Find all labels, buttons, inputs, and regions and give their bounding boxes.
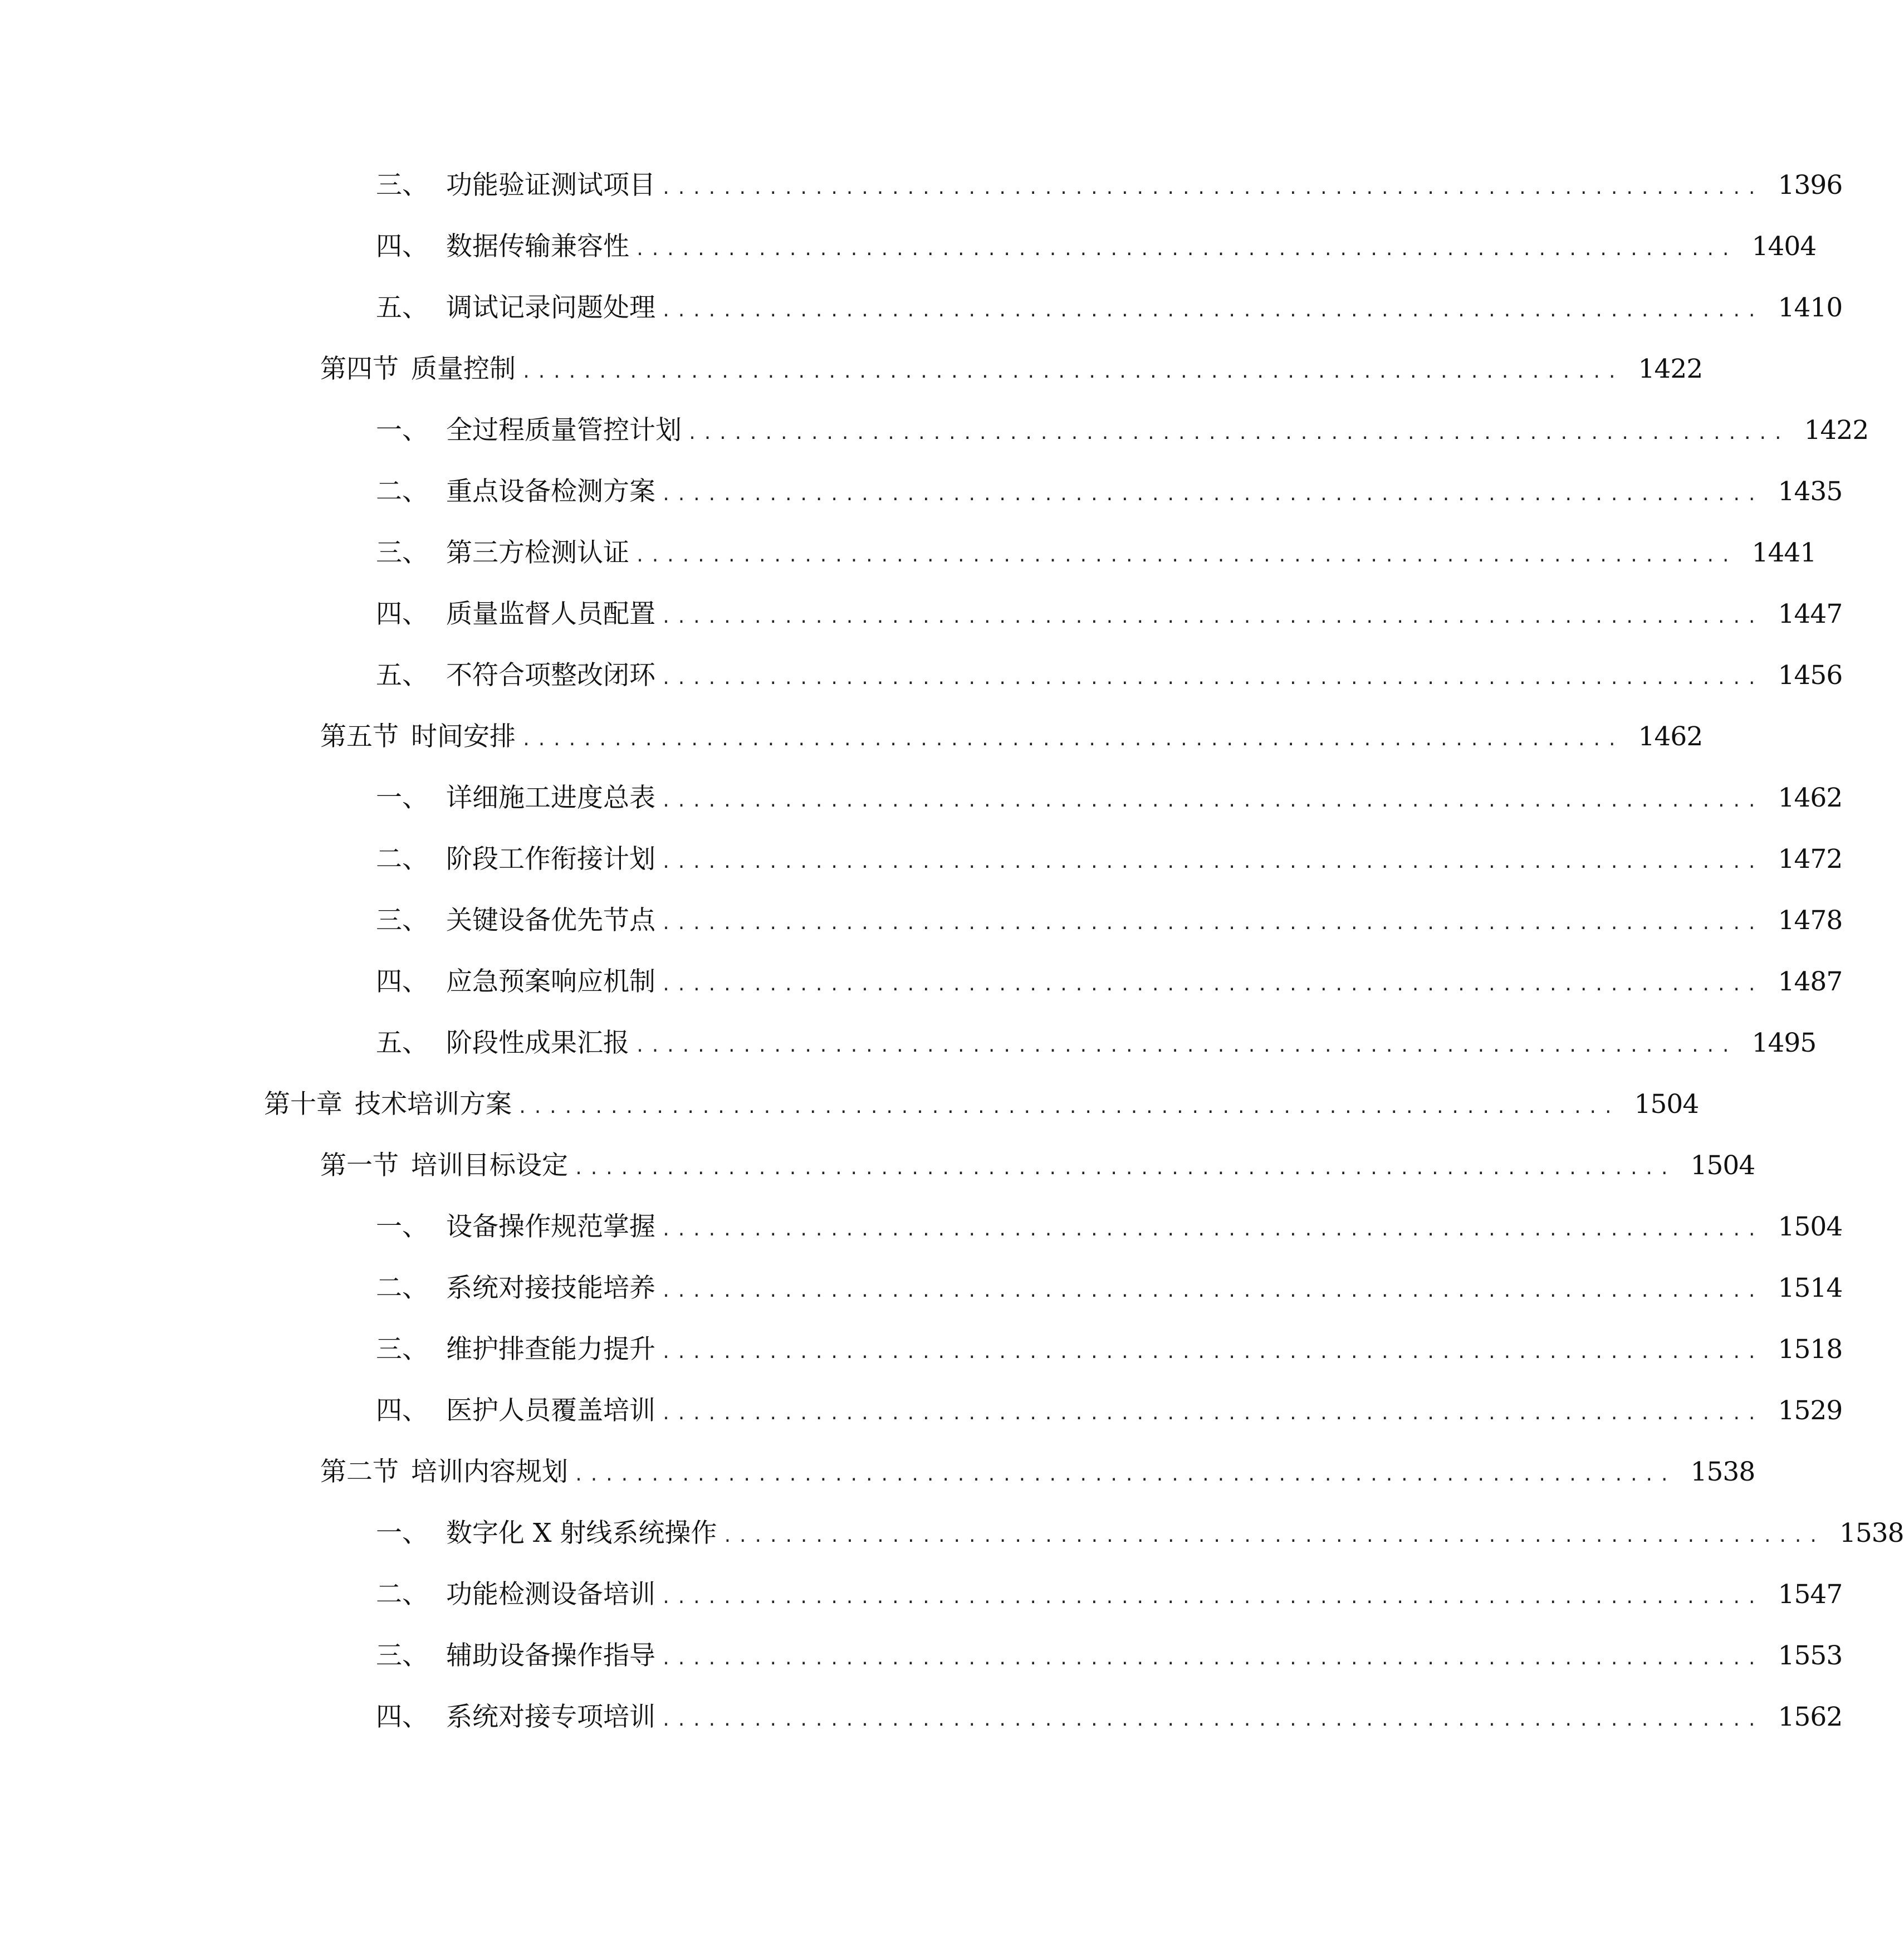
toc-entry-title: 培训内容规划 — [411, 1457, 568, 1487]
toc-entry-marker: 二、 — [376, 1579, 428, 1610]
dot-leader: ........................................................................ — [661, 608, 1763, 627]
toc-section-entry[interactable] — [320, 1453, 1755, 1492]
toc-entry-page-number: 1487 — [1778, 966, 1843, 997]
toc-entry-title: 数据传输兼容性 — [446, 231, 629, 262]
toc-entry[interactable] — [376, 534, 1817, 573]
toc-section-entry[interactable] — [320, 717, 1703, 756]
toc-entry-page-number: 1462 — [1778, 783, 1843, 813]
toc-entry-page-number: 1518 — [1778, 1334, 1843, 1365]
toc-entry-marker: 一、 — [376, 1518, 428, 1548]
toc-entry[interactable] — [376, 227, 1817, 266]
toc-entry-page-number: 1562 — [1778, 1702, 1843, 1732]
toc-section-entry[interactable] — [320, 1146, 1755, 1185]
toc-entry-page-number: 1504 — [1690, 1150, 1755, 1181]
toc-entry-title: 阶段性成果汇报 — [446, 1028, 629, 1058]
toc-entry-page-number: 1553 — [1778, 1640, 1843, 1671]
toc-entry-page-number: 1396 — [1778, 170, 1843, 201]
toc-entry-marker: 第一节 — [320, 1150, 399, 1181]
toc-entry-marker: 三、 — [376, 170, 428, 201]
dot-leader: ........................................................................ — [661, 853, 1763, 872]
toc-entry[interactable] — [376, 1208, 1843, 1247]
toc-chapter-entry[interactable] — [264, 1085, 1699, 1124]
toc-entry-page-number: 1538 — [1690, 1457, 1755, 1487]
toc-entry[interactable] — [376, 411, 1869, 450]
toc-entry-title: 应急预案响应机制 — [446, 966, 655, 997]
dot-leader: ........................................................................ — [521, 730, 1623, 750]
toc-entry-title: 设备操作规范掌握 — [446, 1212, 655, 1242]
toc-entry-marker: 三、 — [376, 538, 428, 568]
toc-entry-page-number: 1472 — [1778, 844, 1843, 875]
toc-entry-title: 培训目标设定 — [411, 1150, 568, 1181]
toc-entry-page-number: 1538 — [1839, 1518, 1904, 1548]
toc-entry-marker: 第二节 — [320, 1457, 399, 1487]
toc-entry-marker: 四、 — [376, 599, 428, 629]
dot-leader: ........................................................................ — [517, 1098, 1619, 1117]
toc-entry-page-number: 1404 — [1751, 231, 1817, 262]
dot-leader: ........................................................................ — [661, 1404, 1763, 1424]
dot-leader: ........................................................................ — [635, 240, 1736, 260]
toc-section-entry[interactable] — [320, 350, 1703, 389]
toc-entry-title: 第三方检测认证 — [446, 538, 629, 568]
dot-leader: ........................................................................ — [635, 1037, 1736, 1056]
toc-entry-page-number: 1504 — [1778, 1212, 1843, 1242]
toc-entry[interactable] — [376, 779, 1843, 818]
dot-leader: ........................................................................ — [722, 1527, 1824, 1546]
toc-entry-title: 全过程质量管控计划 — [446, 415, 682, 446]
toc-entry-title: 关键设备优先节点 — [446, 905, 655, 936]
dot-leader: ........................................................................ — [661, 301, 1763, 321]
toc-entry-page-number: 1462 — [1638, 721, 1703, 752]
toc-entry[interactable] — [376, 1391, 1843, 1430]
toc-entry[interactable] — [376, 1514, 1904, 1553]
toc-entry-title: 医护人员覆盖培训 — [446, 1395, 655, 1426]
toc-entry-page-number: 1435 — [1778, 476, 1843, 507]
toc-entry-marker: 一、 — [376, 1212, 428, 1242]
toc-entry-page-number: 1514 — [1778, 1273, 1843, 1303]
dot-leader: ........................................................................ — [661, 1711, 1763, 1730]
toc-entry-marker: 五、 — [376, 660, 428, 691]
toc-entry-marker: 第五节 — [320, 721, 399, 752]
toc-entry-marker: 三、 — [376, 1640, 428, 1671]
toc-entry[interactable] — [376, 289, 1843, 328]
dot-leader: ........................................................................ — [661, 1220, 1763, 1240]
toc-entry-title: 时间安排 — [411, 721, 516, 752]
dot-leader: ........................................................................ — [661, 485, 1763, 505]
toc-entry[interactable] — [376, 1575, 1843, 1614]
dot-leader: ........................................................................ — [661, 1588, 1763, 1608]
toc-entry-title: 不符合项整改闭环 — [446, 660, 655, 691]
toc-entry[interactable] — [376, 901, 1843, 940]
toc-entry-marker: 一、 — [376, 415, 428, 446]
toc-entry-marker: 五、 — [376, 1028, 428, 1058]
toc-entry-title: 技术培训方案 — [355, 1089, 512, 1120]
dot-leader: ........................................................................ — [661, 792, 1763, 811]
toc-entry[interactable] — [376, 166, 1843, 205]
toc-entry-marker: 二、 — [376, 1273, 428, 1303]
toc-entry-marker: 一、 — [376, 783, 428, 813]
toc-entry-page-number: 1478 — [1778, 905, 1843, 936]
toc-entry-marker: 三、 — [376, 1334, 428, 1365]
toc-entry[interactable] — [376, 1698, 1843, 1737]
toc-entry[interactable] — [376, 656, 1843, 695]
toc-entry-marker: 第四节 — [320, 354, 399, 384]
toc-entry-marker: 第十章 — [264, 1089, 342, 1120]
toc-entry-page-number: 1529 — [1778, 1395, 1843, 1426]
toc-entry-page-number: 1422 — [1638, 354, 1703, 384]
toc-entry-page-number: 1410 — [1778, 292, 1843, 323]
toc-entry-title: 数字化 X 射线系统操作 — [446, 1518, 717, 1548]
toc-entry-title: 维护排查能力提升 — [446, 1334, 655, 1365]
toc-entry[interactable] — [376, 1330, 1843, 1369]
toc-entry-page-number: 1504 — [1634, 1089, 1699, 1120]
dot-leader: ........................................................................ — [661, 669, 1763, 688]
toc-entry-marker: 二、 — [376, 844, 428, 875]
toc-entry[interactable] — [376, 1269, 1843, 1308]
toc-entry-title: 系统对接技能培养 — [446, 1273, 655, 1303]
toc-entry-page-number: 1447 — [1778, 599, 1843, 629]
toc-entry-page-number: 1441 — [1751, 538, 1817, 568]
toc-entry-title: 详细施工进度总表 — [446, 783, 655, 813]
toc-entry-title: 调试记录问题处理 — [446, 292, 655, 323]
toc-entry-title: 辅助设备操作指导 — [446, 1640, 655, 1671]
dot-leader: ........................................................................ — [574, 1159, 1675, 1179]
dot-leader: ........................................................................ — [661, 975, 1763, 995]
toc-entry-marker: 四、 — [376, 231, 428, 262]
toc-entry-title: 质量控制 — [411, 354, 516, 384]
dot-leader: ........................................................................ — [661, 1649, 1763, 1669]
toc-entry-page-number: 1547 — [1778, 1579, 1843, 1610]
toc-entry-marker: 二、 — [376, 476, 428, 507]
toc-entry[interactable] — [376, 472, 1843, 511]
toc-entry-title: 系统对接专项培训 — [446, 1702, 655, 1732]
dot-leader: ........................................................................ — [661, 179, 1763, 198]
dot-leader: ........................................................................ — [635, 546, 1736, 566]
toc-entry[interactable] — [376, 1024, 1817, 1063]
toc-entry-title: 质量监督人员配置 — [446, 599, 655, 629]
toc-entry-title: 功能检测设备培训 — [446, 1579, 655, 1610]
toc-entry-title: 功能验证测试项目 — [446, 170, 655, 201]
toc-entry-page-number: 1456 — [1778, 660, 1843, 691]
toc-entry-marker: 四、 — [376, 1395, 428, 1426]
dot-leader: ........................................................................ — [574, 1466, 1675, 1485]
dot-leader: ........................................................................ — [661, 1343, 1763, 1362]
toc-entry[interactable] — [376, 595, 1843, 634]
toc-entry-marker: 四、 — [376, 1702, 428, 1732]
toc-entry-title: 阶段工作衔接计划 — [446, 844, 655, 875]
toc-entry[interactable] — [376, 963, 1843, 1002]
toc-entry-title: 重点设备检测方案 — [446, 476, 655, 507]
dot-leader: ........................................................................ — [661, 914, 1763, 934]
toc-entry-marker: 五、 — [376, 292, 428, 323]
toc-entry-marker: 四、 — [376, 966, 428, 997]
dot-leader: ........................................................................ — [661, 1282, 1763, 1301]
toc-entry[interactable] — [376, 1637, 1843, 1675]
toc-entry-marker: 三、 — [376, 905, 428, 936]
dot-leader: ........................................................................ — [687, 424, 1789, 443]
toc-entry[interactable] — [376, 840, 1843, 879]
toc-entry-page-number: 1495 — [1751, 1028, 1817, 1058]
dot-leader: ........................................................................ — [521, 363, 1623, 382]
toc-entry-page-number: 1422 — [1804, 415, 1869, 446]
